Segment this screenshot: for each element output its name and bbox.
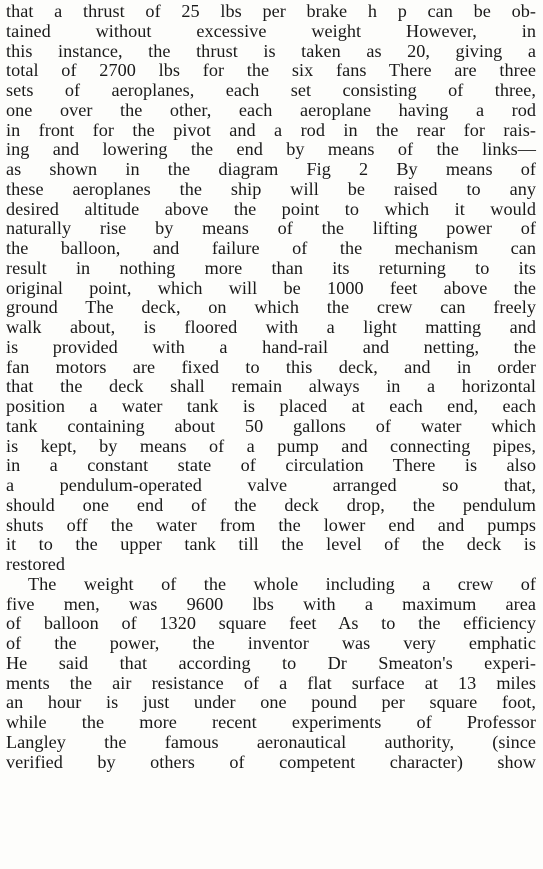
body-text bbox=[6, 2, 536, 772]
text-line: result in nothing more than its returning to its bbox=[6, 257, 536, 278]
text-line: naturally rise by means of the lifting power of bbox=[6, 218, 536, 239]
text-line: walk about, is floored with a light matting and bbox=[6, 317, 536, 337]
text-line: restored bbox=[6, 554, 65, 574]
text-line: tained without excessive weight However, in bbox=[6, 20, 536, 41]
text-line: is provided with a hand-rail and netting, the bbox=[6, 336, 536, 357]
text-line: it to the upper tank till the level of the deck is bbox=[6, 534, 536, 555]
text-line: fan motors are fixed to this deck, and in order bbox=[6, 356, 536, 377]
text-line: that the deck shall remain always in a horizontal bbox=[6, 376, 536, 397]
text-line: in a constant state of circulation There is also bbox=[6, 455, 536, 476]
text-line: original point, which will be 1000 feet above the bbox=[6, 277, 536, 298]
text-line: The weight of the whole including a crew of bbox=[28, 573, 536, 594]
text-line: ground The deck, on which the crew can freely bbox=[6, 297, 536, 318]
text-line: as shown in the diagram Fig 2 By means of bbox=[6, 159, 536, 179]
text-line: in front for the pivot and a rod in the rear for rais- bbox=[6, 119, 536, 140]
text-line: ments the air resistance of a flat surface at 13 miles bbox=[6, 672, 536, 693]
text-line: He said that according to Dr Smeaton's experi- bbox=[6, 652, 536, 673]
text-line: this instance, the thrust is taken as 20, giving a bbox=[6, 40, 536, 61]
text-line: desired altitude above the point to which it would bbox=[6, 198, 536, 219]
text-line: Langley the famous aeronautical authority, (since bbox=[6, 731, 536, 752]
text-line: ing and lowering the end by means of the links— bbox=[6, 139, 536, 160]
text-line: shuts off the water from the lower end and pumps bbox=[6, 514, 536, 535]
text-line: these aeroplanes the ship will be raised to any bbox=[6, 178, 536, 199]
text-line: one over the other, each aeroplane having a rod bbox=[6, 99, 536, 120]
text-line: verified by others of competent character) show bbox=[6, 751, 536, 772]
text-line: is kept, by means of a pump and connecting pipes, bbox=[6, 435, 536, 456]
text-line: five men, was 9600 lbs with a maximum area bbox=[6, 593, 536, 614]
text-line: position a water tank is placed at each end, each bbox=[6, 396, 536, 416]
text-line: tank containing about 50 gallons of water which bbox=[6, 415, 536, 436]
text-line: of balloon of 1320 square feet As to the efficiency bbox=[6, 613, 536, 634]
text-line: that a thrust of 25 lbs per brake h p can be ob- bbox=[6, 1, 536, 21]
text-line: while the more recent experiments of Professor bbox=[6, 712, 536, 732]
text-line: of the power, the inventor was very emphatic bbox=[6, 633, 536, 653]
text-line: total of 2700 lbs for the six fans There are three bbox=[6, 60, 536, 81]
text-line: sets of aeroplanes, each set consisting of three, bbox=[6, 80, 536, 100]
text-line: the balloon, and failure of the mechanism can bbox=[6, 238, 536, 258]
text-line: should one end of the deck drop, the pendulum bbox=[6, 494, 536, 515]
text-line: a pendulum-operated valve arranged so that, bbox=[6, 475, 536, 495]
text-line: an hour is just under one pound per square foot, bbox=[6, 692, 536, 713]
